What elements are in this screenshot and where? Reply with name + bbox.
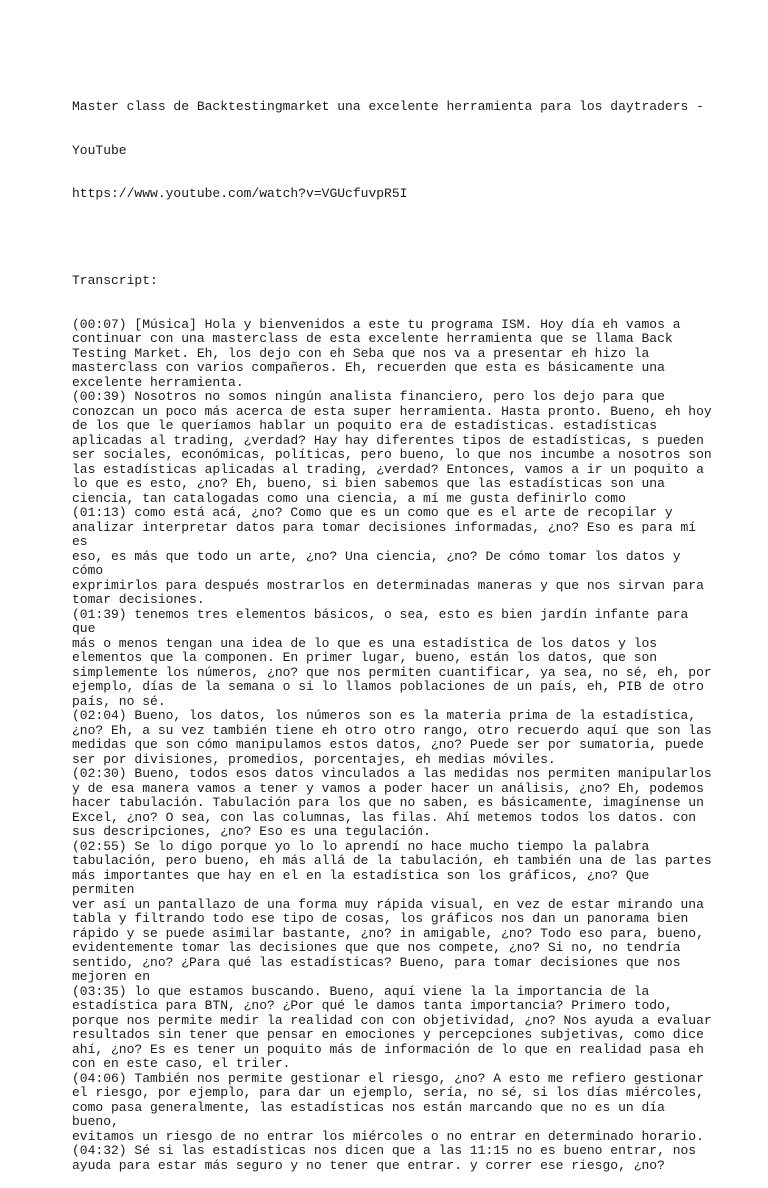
transcript-line: ser por divisiones, promedios, porcentajes, eh medias móviles. bbox=[72, 751, 556, 767]
transcript-line: porque nos permite medir la realidad con con objetividad, ¿no? Nos ayuda a evaluar bbox=[72, 1012, 712, 1028]
transcript-line: más importantes que hay en el en la estadística son los gráficos, ¿no? Que permiten bbox=[72, 867, 658, 897]
blank-line bbox=[72, 231, 712, 246]
transcript-line: las estadísticas aplicadas al trading, ¿verdad? Entonces, vamos a ir un poquito a bbox=[72, 461, 704, 477]
transcript-line: eso, es más que todo un arte, ¿no? Una ciencia, ¿no? De cómo tomar los datos y cómo bbox=[72, 548, 689, 578]
transcript-line: masterclass con varios compañeros. Eh, recuerden que esta es básicamente una bbox=[72, 360, 665, 375]
transcript-line: elementos que la componen. En primer lugar, bueno, están los datos, que son bbox=[72, 650, 658, 665]
transcript-line: resultados sin tener que pensar en emociones y percepciones subjetivas, como dice bbox=[72, 1027, 704, 1042]
transcript-line: continuar con una masterclass de esta excelente herramienta que se llama Back bbox=[72, 331, 673, 346]
transcript-line: conozcan un poco más acerca de esta super herramienta. Hasta pronto. Bueno, eh hoy bbox=[72, 403, 712, 419]
transcript-line: estadística para BTN, ¿no? ¿Por qué le damos tanta importancia? Primero todo, bbox=[72, 998, 673, 1013]
transcript-line: (01:39) tenemos tres elementos básicos, o sea, esto es bien jardín infante para que bbox=[72, 606, 697, 636]
transcript-line: Testing Market. Eh, los dejo con eh Seba que nos va a presentar eh hizo la bbox=[72, 345, 650, 361]
video-title-line-2: YouTube bbox=[72, 142, 127, 158]
transcript-line: (00:07) [Música] Hola y bienvenidos a este tu programa ISM. Hoy día eh vamos a bbox=[72, 316, 681, 332]
transcript-line: sentido, ¿no? ¿Para qué las estadísticas? Bueno, para tomar decisiones que nos bbox=[72, 954, 681, 970]
transcript-line: exprimirlos para después mostrarlos en determinadas maneras y que nos sirvan para bbox=[72, 577, 704, 593]
transcript-line: el riesgo, por ejemplo, para dar un ejemplo, sería, no sé, si los días miércoles, bbox=[72, 1085, 704, 1100]
transcript-line: tabulación, pero bueno, eh más allá de la tabulación, eh también una de las partes bbox=[72, 853, 712, 868]
transcript-body bbox=[72, 318, 712, 1174]
transcript-line: (02:04) Bueno, los datos, los números son es la materia prima de la estadística, bbox=[72, 708, 697, 723]
video-url: https://www.youtube.com/watch?v=VGUcfuvpR5I bbox=[72, 186, 408, 201]
transcript-line: (02:55) Se lo digo porque yo lo lo aprendí no hace mucho tiempo la palabra bbox=[72, 838, 650, 854]
transcript-line: aplicadas al trading, ¿verdad? Hay hay diferentes tipos de estadísticas, s pueden bbox=[72, 432, 704, 448]
transcript-line: con en este caso, el triler. bbox=[72, 1056, 291, 1071]
transcript-line: ver así un pantallazo de una forma muy rápida visual, en vez de estar mirando una bbox=[72, 896, 704, 912]
transcript-line: tabla y filtrando todo ese tipo de cosas, los gráficos nos dan un panorama bien bbox=[72, 911, 689, 926]
video-title-line-1: Master class de Backtestingmarket una excelente herramienta para los daytraders - bbox=[72, 99, 704, 114]
transcript-line: país, no sé. bbox=[72, 693, 166, 709]
transcript-line: evidentemente tomar las decisiones que que nos compete, ¿no? Si no, no tendría bbox=[72, 940, 681, 955]
transcript-line: evitamos un riesgo de no entrar los miércoles o no entrar en determinado horario. bbox=[72, 1128, 704, 1144]
transcript-line: mejoren en bbox=[72, 969, 151, 984]
transcript-line: (00:39) Nosotros no somos ningún analista financiero, pero los dejo para que bbox=[72, 389, 665, 404]
transcript-line: rápido y se puede asimilar bastante, ¿no? in amigable, ¿no? Todo eso para, bueno, bbox=[72, 925, 704, 941]
document-page bbox=[72, 71, 712, 1188]
transcript-line: ¿no? Eh, a su vez también tiene eh otro otro rango, otro recuerdo aquí que son las bbox=[72, 722, 712, 738]
transcript-line: (01:13) como está acá, ¿no? Como que es un como que es el arte de recopilar y bbox=[72, 505, 673, 520]
transcript-line: ejemplo, días de la semana o si lo llamos poblaciones de un país, eh, PIB de otro bbox=[72, 679, 704, 694]
transcript-line: lo que es esto, ¿no? Eh, bueno, si bien sabemos que las estadísticas son una bbox=[72, 476, 665, 491]
transcript-line: más o menos tengan una idea de lo que es una estadística de los datos y los bbox=[72, 635, 658, 651]
transcript-line: y de esa manera vamos a tener y vamos a poder hacer un análisis, ¿no? Eh, podemos bbox=[72, 780, 704, 796]
transcript-line: ciencia, tan catalogadas como una ciencia, a mí me gusta definirlo como bbox=[72, 490, 626, 506]
transcript-line: (02:30) Bueno, todos esos datos vinculados a las medidas nos permiten manipularlos bbox=[72, 766, 712, 781]
transcript-line: medidas que son cómo manipulamos estos datos, ¿no? Puede ser por sumatoria, puede bbox=[72, 737, 704, 752]
transcript-line: simplemente los números, ¿no? que nos permiten cuantificar, ya sea, no sé, eh, por bbox=[72, 664, 712, 680]
transcript-line: sus descripciones, ¿no? Eso es una tegulación. bbox=[72, 824, 431, 839]
transcript-line: ser sociales, económicas, políticas, pero bueno, lo que nos incumbe a nosotros son bbox=[72, 447, 712, 462]
transcript-line: (04:06) También nos permite gestionar el riesgo, ¿no? A esto me refiero gestionar bbox=[72, 1070, 704, 1086]
transcript-line: hacer tabulación. Tabulación para los que no saben, es básicamente, imagínense un bbox=[72, 795, 704, 810]
transcript-line: Excel, ¿no? O sea, con las columnas, las filas. Ahí metemos todos los datos. con bbox=[72, 809, 697, 825]
transcript-line: de los que le queríamos hablar un poquito era de estadísticas. estadísticas bbox=[72, 418, 658, 433]
transcript-line: (03:35) lo que estamos buscando. Bueno, aquí viene la la importancia de la bbox=[72, 983, 650, 999]
transcript-line: ayuda para estar más seguro y no tener que entrar. y correr ese riesgo, ¿no? bbox=[72, 1157, 665, 1173]
transcript-label: Transcript: bbox=[72, 273, 158, 288]
transcript-line: tomar decisiones. bbox=[72, 592, 205, 607]
transcript-line: excelente herramienta. bbox=[72, 374, 244, 390]
transcript-line: (04:32) Sé si las estadísticas nos dicen que a las 11:15 no es bueno entrar, nos bbox=[72, 1143, 697, 1158]
transcript-line: como pasa generalmente, las estadísticas nos están marcando que no es un día bueno, bbox=[72, 1099, 673, 1129]
transcript-line: analizar interpretar datos para tomar decisiones informadas, ¿no? Eso es para mí es bbox=[72, 519, 704, 549]
transcript-line: ahí, ¿no? Es es tener un poquito más de información de lo que en realidad pasa eh bbox=[72, 1041, 704, 1057]
